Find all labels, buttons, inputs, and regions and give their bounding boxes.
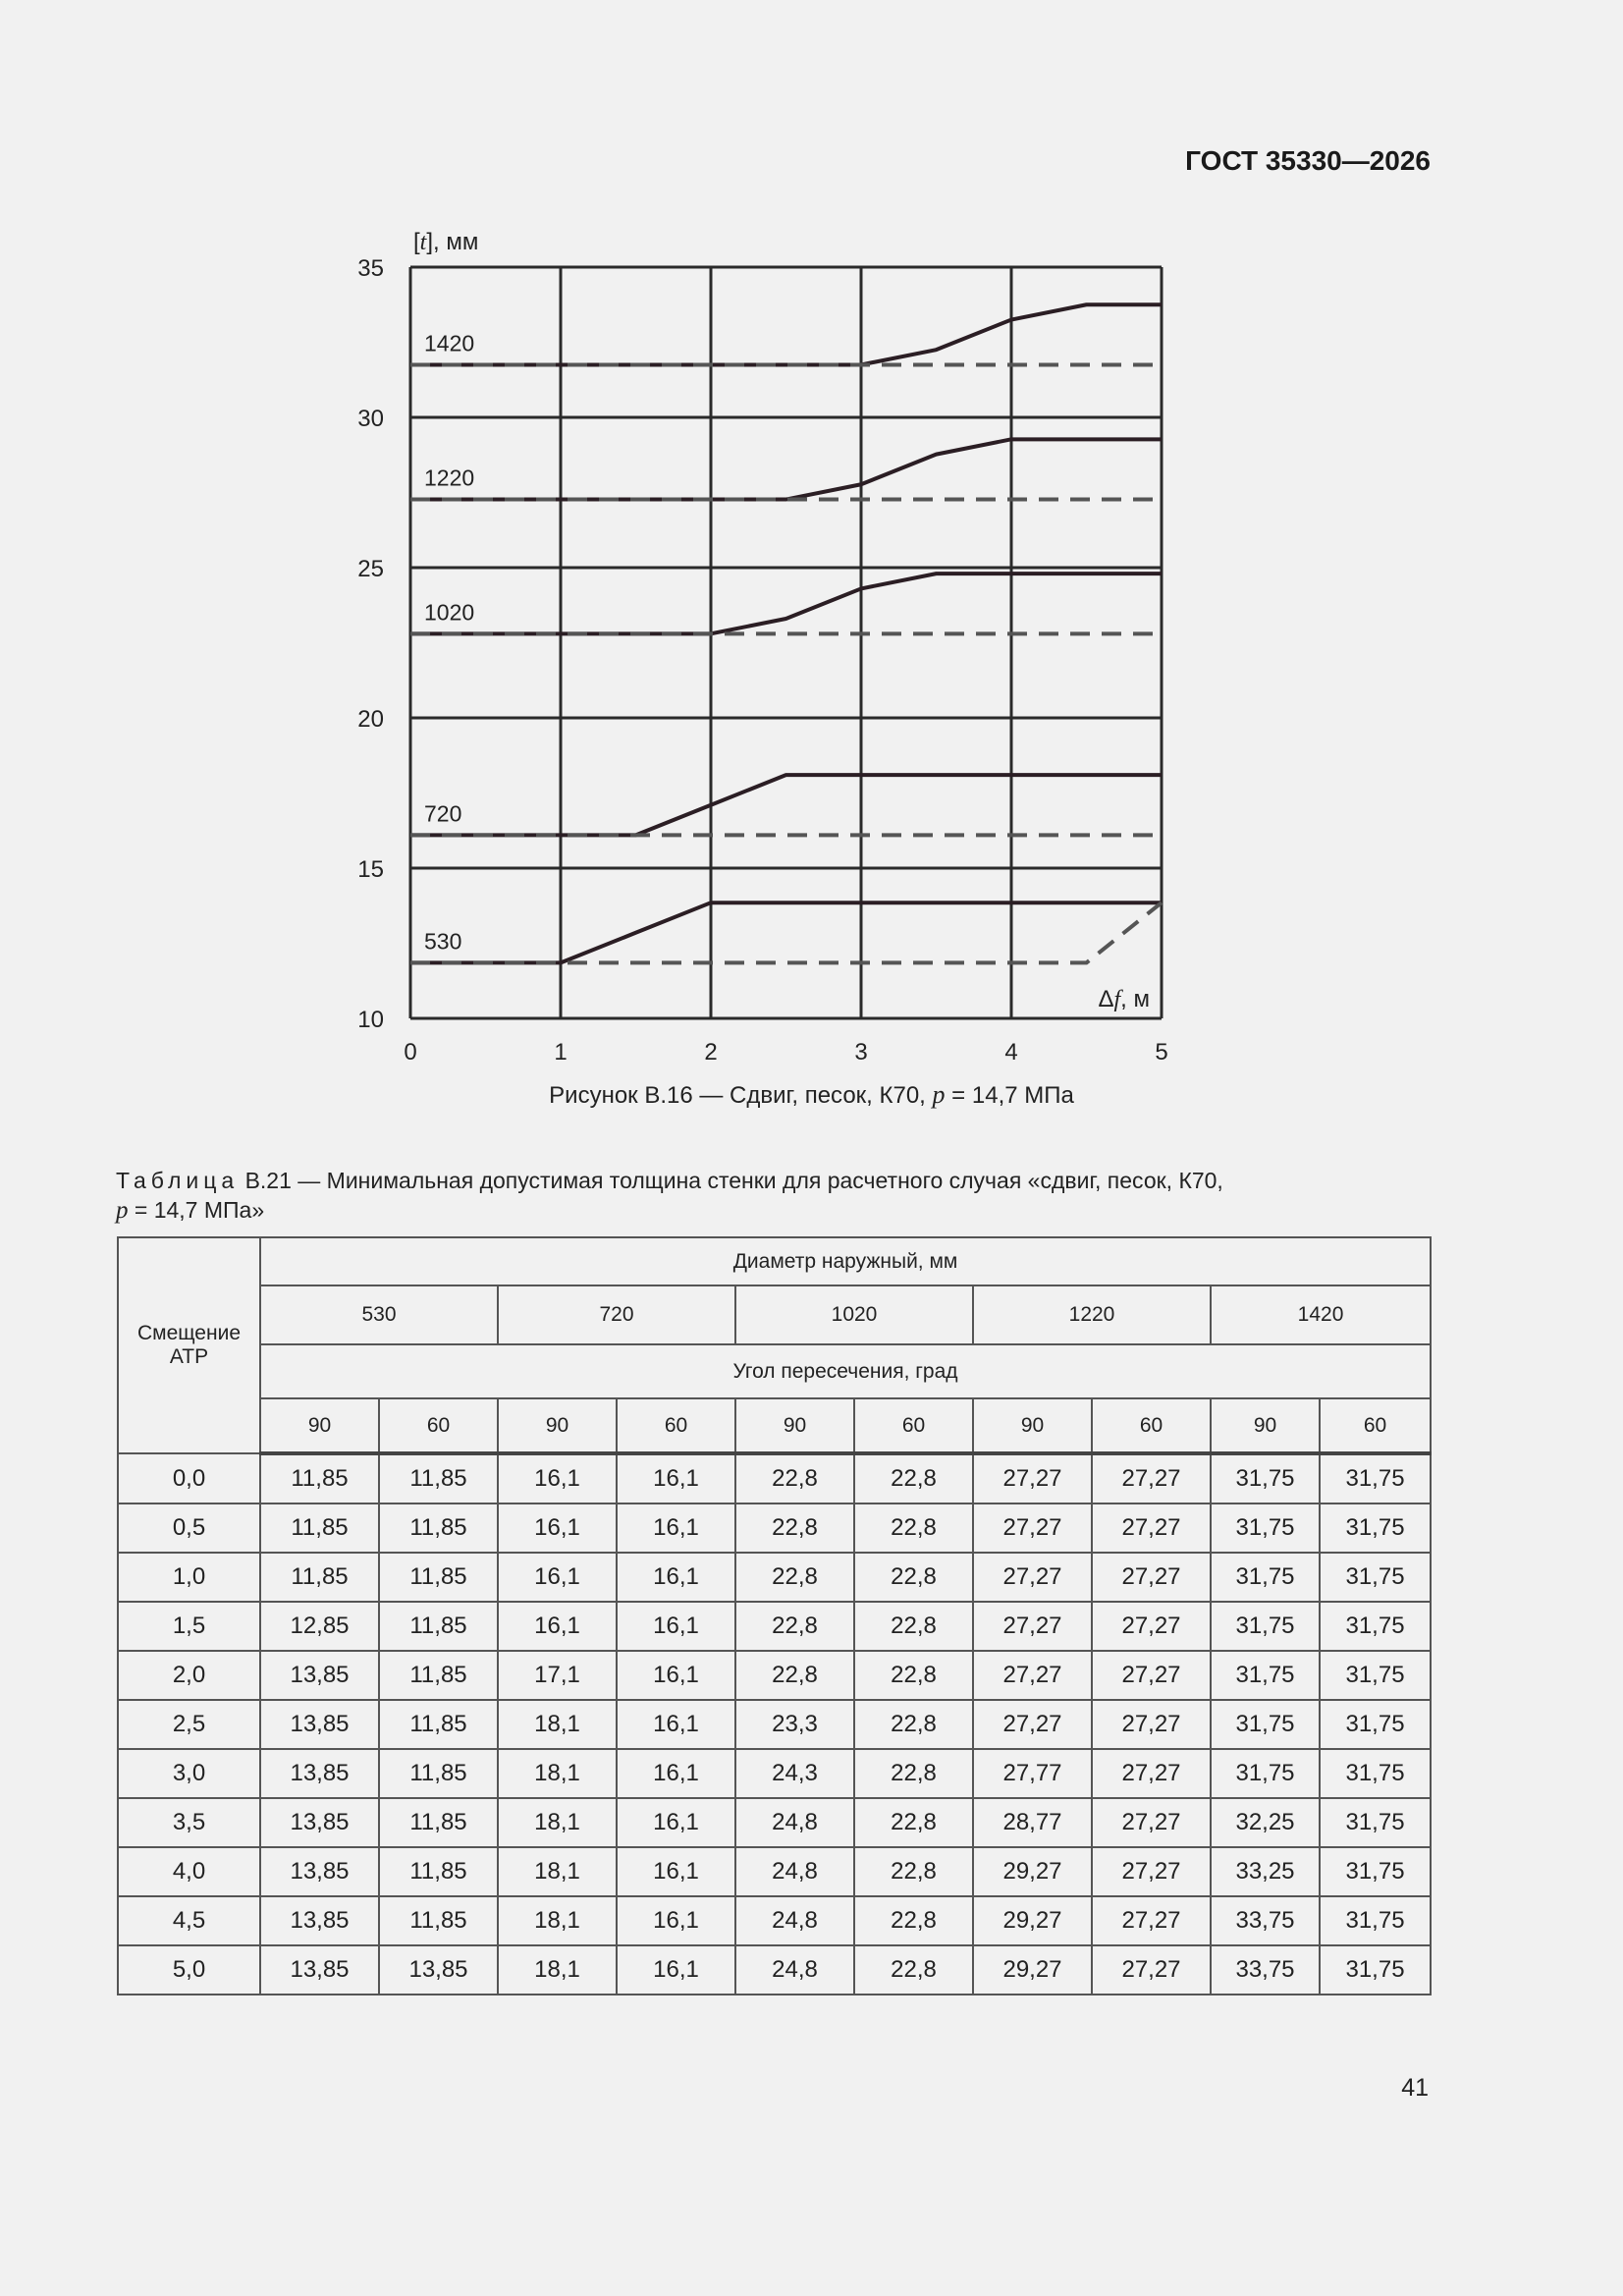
thickness-cell: 22,8 — [735, 1553, 854, 1602]
offset-cell: 3,5 — [118, 1798, 260, 1847]
document-header: ГОСТ 35330—2026 — [1185, 145, 1431, 176]
offset-cell: 5,0 — [118, 1945, 260, 1995]
page-number: 41 — [1401, 2074, 1429, 2102]
thickness-cell: 27,27 — [1092, 1651, 1211, 1700]
offset-cell: 4,5 — [118, 1896, 260, 1945]
angle-cell: 60 — [854, 1398, 973, 1453]
table-row — [118, 1651, 1431, 1700]
offset-cell: 1,0 — [118, 1553, 260, 1602]
thickness-cell: 24,8 — [735, 1945, 854, 1995]
table-row — [118, 1700, 1431, 1749]
thickness-cell: 16,1 — [498, 1503, 617, 1553]
thickness-cell: 13,85 — [260, 1847, 379, 1896]
x-tick-label: 0 — [404, 1039, 417, 1066]
thickness-cell: 22,8 — [854, 1553, 973, 1602]
thickness-cell: 18,1 — [498, 1847, 617, 1896]
table-row — [118, 1847, 1431, 1896]
thickness-cell: 16,1 — [617, 1896, 735, 1945]
table-row — [118, 1945, 1431, 1995]
angle-cell: 90 — [260, 1398, 379, 1453]
thickness-cell: 11,85 — [260, 1503, 379, 1553]
thickness-cell: 31,75 — [1320, 1503, 1431, 1553]
angle-cell: 60 — [1320, 1398, 1431, 1453]
thickness-cell: 31,75 — [1320, 1945, 1431, 1995]
figure-caption — [0, 1080, 1623, 1110]
thickness-cell: 31,75 — [1211, 1453, 1320, 1503]
thickness-cell: 27,27 — [973, 1453, 1092, 1503]
thickness-cell: 31,75 — [1211, 1700, 1320, 1749]
thickness-cell: 17,1 — [498, 1651, 617, 1700]
figure-caption-prefix: Рисунок В.16 — Сдвиг, песок, К70, — [549, 1082, 933, 1109]
thickness-cell: 27,27 — [973, 1602, 1092, 1651]
thickness-cell: 22,8 — [854, 1945, 973, 1995]
thickness-cell: 16,1 — [617, 1651, 735, 1700]
thickness-cell: 31,75 — [1320, 1651, 1431, 1700]
thickness-cell: 29,27 — [973, 1945, 1092, 1995]
angle-header: Угол пересечения, град — [260, 1344, 1431, 1398]
thickness-cell: 31,75 — [1320, 1602, 1431, 1651]
offset-cell: 0,0 — [118, 1453, 260, 1503]
diameter-530: 530 — [260, 1285, 498, 1344]
offset-cell: 3,0 — [118, 1749, 260, 1798]
diameter-1020: 1020 — [735, 1285, 973, 1344]
y-tick-label: 25 — [357, 556, 384, 582]
thickness-cell: 24,8 — [735, 1896, 854, 1945]
thickness-cell: 24,8 — [735, 1798, 854, 1847]
thickness-cell: 22,8 — [854, 1798, 973, 1847]
thickness-cell: 13,85 — [260, 1749, 379, 1798]
table-caption-label: Таблица — [116, 1168, 240, 1193]
table-row — [118, 1896, 1431, 1945]
thickness-cell: 16,1 — [498, 1553, 617, 1602]
thickness-cell: 27,27 — [973, 1503, 1092, 1553]
thickness-cell: 22,8 — [854, 1503, 973, 1553]
thickness-cell: 13,85 — [260, 1798, 379, 1847]
thickness-cell: 11,85 — [379, 1749, 498, 1798]
thickness-cell: 16,1 — [617, 1553, 735, 1602]
thickness-cell: 11,85 — [260, 1453, 379, 1503]
thickness-cell: 27,27 — [1092, 1896, 1211, 1945]
thickness-cell: 27,27 — [1092, 1553, 1211, 1602]
wall-thickness-table — [117, 1236, 1432, 1995]
thickness-cell: 16,1 — [617, 1847, 735, 1896]
y-tick-label: 35 — [357, 255, 384, 282]
thickness-cell: 18,1 — [498, 1945, 617, 1995]
diameter-1420: 1420 — [1211, 1285, 1431, 1344]
thickness-cell: 31,75 — [1211, 1553, 1320, 1602]
angle-cell: 90 — [973, 1398, 1092, 1453]
series-label: 1020 — [424, 599, 475, 626]
thickness-cell: 22,8 — [735, 1503, 854, 1553]
table-row — [118, 1453, 1431, 1503]
x-tick-label: 3 — [854, 1039, 868, 1066]
angle-cell: 90 — [498, 1398, 617, 1453]
angle-cell: 90 — [735, 1398, 854, 1453]
series-line-solid — [410, 304, 1162, 364]
thickness-cell: 27,27 — [1092, 1453, 1211, 1503]
series-label: 1220 — [424, 465, 475, 491]
series-label: 1420 — [424, 330, 475, 356]
thickness-cell: 13,85 — [379, 1945, 498, 1995]
thickness-cell: 27,27 — [973, 1700, 1092, 1749]
thickness-cell: 27,27 — [1092, 1945, 1211, 1995]
thickness-cell: 22,8 — [854, 1847, 973, 1896]
series-line-solid — [410, 775, 1162, 835]
figure-caption-suffix: = 14,7 МПа — [945, 1082, 1074, 1109]
thickness-cell: 13,85 — [260, 1700, 379, 1749]
thickness-cell: 11,85 — [379, 1553, 498, 1602]
thickness-cell: 31,75 — [1320, 1847, 1431, 1896]
thickness-cell: 31,75 — [1320, 1700, 1431, 1749]
thickness-cell: 16,1 — [498, 1602, 617, 1651]
y-tick-label: 30 — [357, 406, 384, 432]
thickness-cell: 11,85 — [379, 1700, 498, 1749]
thickness-cell: 22,8 — [735, 1651, 854, 1700]
thickness-cell: 16,1 — [617, 1945, 735, 1995]
thickness-cell: 31,75 — [1320, 1553, 1431, 1602]
thickness-cell: 22,8 — [854, 1453, 973, 1503]
thickness-cell: 11,85 — [379, 1896, 498, 1945]
y-tick-label: 20 — [357, 706, 384, 733]
table-caption — [116, 1166, 1430, 1226]
figure-caption-var: p — [932, 1080, 946, 1109]
x-tick-label: 5 — [1155, 1039, 1168, 1066]
thickness-cell: 22,8 — [854, 1896, 973, 1945]
thickness-cell: 27,77 — [973, 1749, 1092, 1798]
thickness-cell: 24,8 — [735, 1847, 854, 1896]
thickness-cell: 11,85 — [379, 1602, 498, 1651]
thickness-cell: 27,27 — [973, 1553, 1092, 1602]
diameter-720: 720 — [498, 1285, 735, 1344]
x-tick-label: 2 — [704, 1039, 718, 1066]
thickness-cell: 23,3 — [735, 1700, 854, 1749]
thickness-cell: 11,85 — [379, 1651, 498, 1700]
table-caption-var: p — [116, 1197, 129, 1224]
thickness-cell: 22,8 — [735, 1453, 854, 1503]
thickness-cell: 27,27 — [1092, 1798, 1211, 1847]
thickness-cell: 31,75 — [1320, 1749, 1431, 1798]
thickness-cell: 12,85 — [260, 1602, 379, 1651]
thickness-cell: 27,27 — [1092, 1847, 1211, 1896]
table-caption-text: В.21 — Минимальная допустимая толщина стенки для расчетного случая «сдвиг, песок, К70, — [239, 1168, 1223, 1193]
offset-cell: 2,5 — [118, 1700, 260, 1749]
thickness-cell: 11,85 — [379, 1503, 498, 1553]
thickness-cell: 11,85 — [379, 1453, 498, 1503]
thickness-cell: 31,75 — [1320, 1453, 1431, 1503]
x-tick-label: 4 — [1004, 1039, 1018, 1066]
series-line-solid — [410, 439, 1162, 499]
table-row — [118, 1798, 1431, 1847]
y-tick-label: 10 — [357, 1007, 384, 1033]
diameter-header: Диаметр наружный, мм — [260, 1237, 1431, 1285]
thickness-cell: 33,25 — [1211, 1847, 1320, 1896]
thickness-cell: 27,27 — [1092, 1602, 1211, 1651]
angle-cell: 60 — [617, 1398, 735, 1453]
angle-cell: 60 — [379, 1398, 498, 1453]
thickness-cell: 18,1 — [498, 1798, 617, 1847]
thickness-cell: 33,75 — [1211, 1945, 1320, 1995]
thickness-cell: 18,1 — [498, 1749, 617, 1798]
table-row — [118, 1602, 1431, 1651]
thickness-cell: 16,1 — [617, 1602, 735, 1651]
thickness-cell: 16,1 — [617, 1453, 735, 1503]
offset-cell: 2,0 — [118, 1651, 260, 1700]
thickness-cell: 18,1 — [498, 1700, 617, 1749]
thickness-cell: 16,1 — [617, 1798, 735, 1847]
series-line-solid — [410, 902, 1162, 962]
thickness-cell: 22,8 — [854, 1602, 973, 1651]
corner-header: Смещение АТР — [118, 1237, 260, 1453]
x-tick-label: 1 — [554, 1039, 568, 1066]
angle-cell: 90 — [1211, 1398, 1320, 1453]
series-label: 530 — [424, 928, 462, 955]
thickness-cell: 16,1 — [498, 1453, 617, 1503]
thickness-cell: 22,8 — [854, 1700, 973, 1749]
table-row — [118, 1553, 1431, 1602]
x-axis-label: Δf, м — [1098, 986, 1150, 1012]
thickness-cell: 29,27 — [973, 1847, 1092, 1896]
series-line-dashed — [410, 902, 1162, 962]
y-tick-label: 15 — [357, 856, 384, 883]
thickness-cell: 11,85 — [379, 1847, 498, 1896]
thickness-cell: 29,27 — [973, 1896, 1092, 1945]
angle-cell: 60 — [1092, 1398, 1211, 1453]
thickness-cell: 13,85 — [260, 1651, 379, 1700]
diameter-1220: 1220 — [973, 1285, 1211, 1344]
thickness-cell: 32,25 — [1211, 1798, 1320, 1847]
thickness-cell: 31,75 — [1320, 1798, 1431, 1847]
thickness-cell: 31,75 — [1320, 1896, 1431, 1945]
table-caption-end: = 14,7 МПа» — [128, 1197, 265, 1223]
thickness-cell: 31,75 — [1211, 1749, 1320, 1798]
series-label: 720 — [424, 800, 462, 827]
thickness-cell: 27,27 — [1092, 1749, 1211, 1798]
table-row — [118, 1503, 1431, 1553]
thickness-cell: 13,85 — [260, 1945, 379, 1995]
thickness-cell: 16,1 — [617, 1749, 735, 1798]
thickness-cell: 22,8 — [854, 1749, 973, 1798]
offset-cell: 0,5 — [118, 1503, 260, 1553]
offset-cell: 4,0 — [118, 1847, 260, 1896]
thickness-cell: 27,27 — [973, 1651, 1092, 1700]
thickness-chart — [324, 216, 1208, 1070]
thickness-cell: 18,1 — [498, 1896, 617, 1945]
thickness-cell: 33,75 — [1211, 1896, 1320, 1945]
thickness-cell: 22,8 — [854, 1651, 973, 1700]
y-axis-label: [t], мм — [413, 229, 479, 255]
thickness-cell: 24,3 — [735, 1749, 854, 1798]
thickness-cell: 31,75 — [1211, 1503, 1320, 1553]
thickness-cell: 16,1 — [617, 1700, 735, 1749]
offset-cell: 1,5 — [118, 1602, 260, 1651]
thickness-cell: 31,75 — [1211, 1602, 1320, 1651]
thickness-cell: 16,1 — [617, 1503, 735, 1553]
thickness-cell: 31,75 — [1211, 1651, 1320, 1700]
series-line-solid — [410, 574, 1162, 633]
thickness-cell: 22,8 — [735, 1602, 854, 1651]
thickness-cell: 13,85 — [260, 1896, 379, 1945]
thickness-cell: 27,27 — [1092, 1700, 1211, 1749]
thickness-cell: 27,27 — [1092, 1503, 1211, 1553]
thickness-cell: 11,85 — [260, 1553, 379, 1602]
thickness-cell: 28,77 — [973, 1798, 1092, 1847]
thickness-cell: 11,85 — [379, 1798, 498, 1847]
table-row — [118, 1749, 1431, 1798]
